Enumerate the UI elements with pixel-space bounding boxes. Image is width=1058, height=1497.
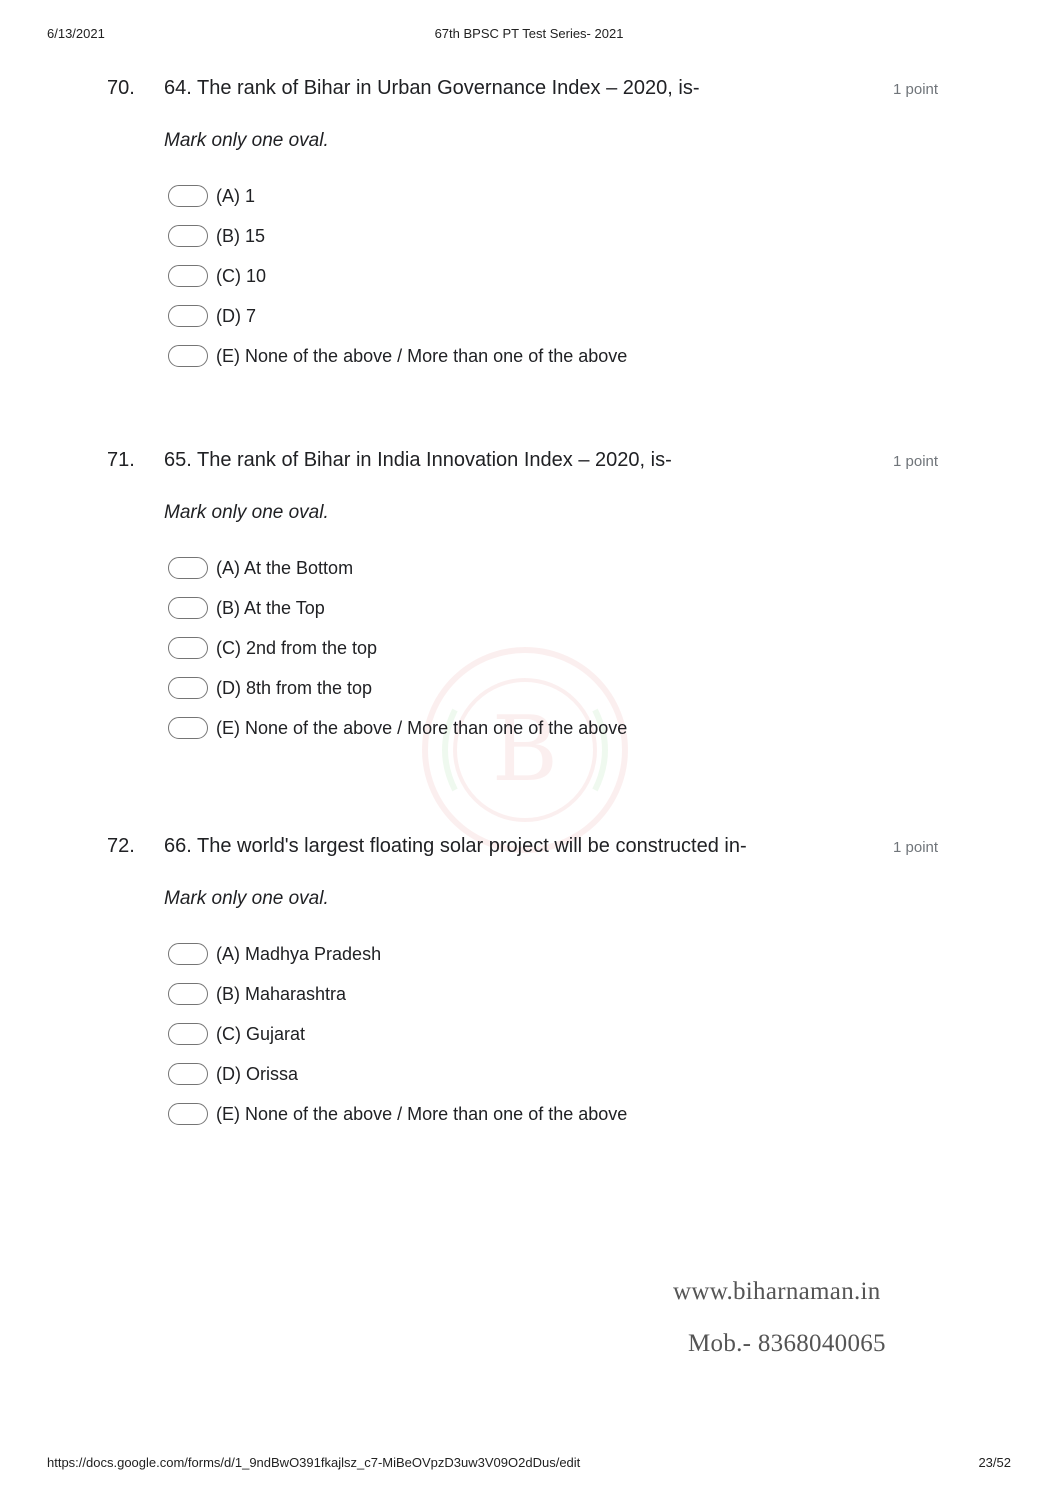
question-block [0, 77, 1058, 457]
radio-oval-icon[interactable] [168, 717, 208, 739]
option-label: (E) None of the above / More than one of the above [216, 1103, 628, 1124]
option-a[interactable] [168, 554, 353, 582]
radio-oval-icon[interactable] [168, 983, 208, 1005]
option-label: (D) Orissa [216, 1063, 298, 1084]
radio-oval-icon[interactable] [168, 677, 208, 699]
option-d[interactable] [168, 674, 372, 702]
question-instruction: Mark only one oval. [164, 130, 329, 151]
option-c[interactable] [168, 262, 266, 290]
option-e[interactable] [168, 1100, 627, 1128]
option-label: (B) At the Top [216, 597, 325, 618]
question-instruction: Mark only one oval. [164, 888, 329, 909]
option-label: (D) 7 [216, 305, 256, 326]
radio-oval-icon[interactable] [168, 557, 208, 579]
option-a[interactable] [168, 940, 381, 968]
radio-oval-icon[interactable] [168, 637, 208, 659]
radio-oval-icon[interactable] [168, 185, 208, 207]
question-text: 64. The rank of Bihar in Urban Governance Index – 2020, is- [164, 77, 700, 99]
question-points: 1 point [893, 839, 939, 856]
option-a[interactable] [168, 182, 255, 210]
question-instruction: Mark only one oval. [164, 502, 329, 523]
question-points: 1 point [893, 81, 939, 98]
question-block [0, 449, 1058, 829]
option-b[interactable] [168, 980, 346, 1008]
option-label: (D) 8th from the top [216, 677, 373, 698]
mobile-stamp: Mob.- 8368040065 [688, 1330, 886, 1357]
option-b[interactable] [168, 594, 325, 622]
question-points: 1 point [893, 453, 939, 470]
radio-oval-icon[interactable] [168, 225, 208, 247]
option-c[interactable] [168, 634, 377, 662]
option-label: (A) 1 [216, 185, 256, 206]
option-e[interactable] [168, 342, 627, 370]
option-label: (B) 15 [216, 225, 266, 246]
footer-url[interactable]: https://docs.google.com/forms/d/1_9ndBwO391fkajlsz_c7-MiBeOVpzD3uw3V09O2dDus/edit [47, 1455, 581, 1470]
website-stamp: www.biharnaman.in [673, 1278, 881, 1305]
question-number: 71. [107, 449, 135, 471]
option-label: (A) Madhya Pradesh [216, 943, 382, 964]
question-block [0, 835, 1058, 1215]
print-date: 6/13/2021 [47, 26, 105, 41]
option-label: (A) At the Bottom [216, 557, 354, 578]
document-title: 67th BPSC PT Test Series- 2021 [434, 26, 624, 41]
page-number: 23/52 [978, 1455, 1011, 1470]
question-number: 72. [107, 835, 135, 857]
radio-oval-icon[interactable] [168, 265, 208, 287]
question-number: 70. [107, 77, 135, 99]
question-text: 65. The rank of Bihar in India Innovation Index – 2020, is- [164, 449, 672, 471]
radio-oval-icon[interactable] [168, 1023, 208, 1045]
option-label: (B) Maharashtra [216, 983, 347, 1004]
question-text: 66. The world's largest floating solar project will be constructed in- [164, 835, 747, 857]
radio-oval-icon[interactable] [168, 1103, 208, 1125]
option-d[interactable] [168, 1060, 298, 1088]
option-label: (E) None of the above / More than one of the above [216, 717, 628, 738]
radio-oval-icon[interactable] [168, 597, 208, 619]
option-label: (E) None of the above / More than one of the above [216, 345, 628, 366]
radio-oval-icon[interactable] [168, 345, 208, 367]
option-c[interactable] [168, 1020, 305, 1048]
option-label: (C) 2nd from the top [216, 637, 378, 658]
option-label: (C) Gujarat [216, 1023, 306, 1044]
option-d[interactable] [168, 302, 256, 330]
radio-oval-icon[interactable] [168, 1063, 208, 1085]
option-b[interactable] [168, 222, 265, 250]
option-label: (C) 10 [216, 265, 267, 286]
radio-oval-icon[interactable] [168, 305, 208, 327]
option-e[interactable] [168, 714, 627, 742]
svg-text:B: B [491, 697, 559, 802]
radio-oval-icon[interactable] [168, 943, 208, 965]
